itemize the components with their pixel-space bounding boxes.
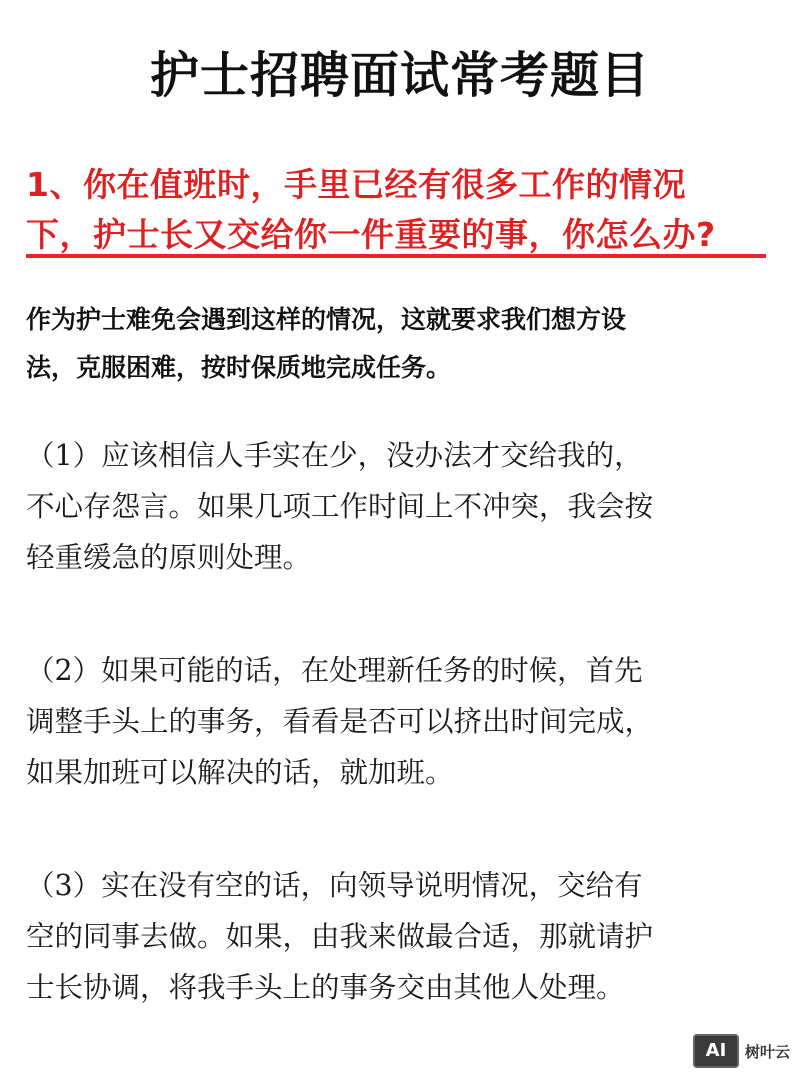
intro-text: [26, 296, 771, 392]
answer-3-line-1: （3）实在没有空的话，向领导说明情况，交给有: [26, 869, 643, 902]
intro-line-1: 作为护士难免会遇到这样的情况，这就要求我们想方设: [26, 305, 627, 334]
question-line-2: 下，护士长又交给你一件重要的事，你怎么办?: [26, 215, 716, 254]
answer-2-line-1: （2）如果可能的话，在处理新任务的时候，首先: [26, 654, 643, 687]
answer-2-line-3: 如果加班可以解决的话，就加班。: [26, 756, 454, 789]
red-divider: [26, 254, 766, 258]
answer-point-1: [26, 430, 771, 583]
watermark: [693, 1034, 790, 1068]
question-heading: [26, 160, 776, 260]
ai-logo-icon: AI: [693, 1034, 739, 1068]
answer-point-3: [26, 860, 771, 1013]
watermark-label: 树叶云: [744, 1042, 790, 1061]
answer-2-line-2: 调整手头上的事务，看看是否可以挤出时间完成，: [26, 705, 654, 738]
answer-1-line-2: 不心存怨言。如果几项工作时间上不冲突，我会按: [26, 490, 654, 523]
answer-1-line-3: 轻重缓急的原则处理。: [26, 541, 312, 574]
answer-point-2: [26, 645, 771, 798]
answer-3-line-3: 士长协调，将我手头上的事务交由其他人处理。: [26, 971, 625, 1004]
answer-1-line-1: （1）应该相信人手实在少，没办法才交给我的，: [26, 439, 643, 472]
intro-line-2: 法，克服困难，按时保质地完成任务。: [26, 353, 452, 382]
answer-3-line-2: 空的同事去做。如果，由我来做最合适，那就请护: [26, 920, 654, 953]
page-title: 护士招聘面试常考题目: [149, 47, 650, 104]
question-line-1: 1、你在值班时，手里已经有很多工作的情况: [26, 165, 686, 204]
